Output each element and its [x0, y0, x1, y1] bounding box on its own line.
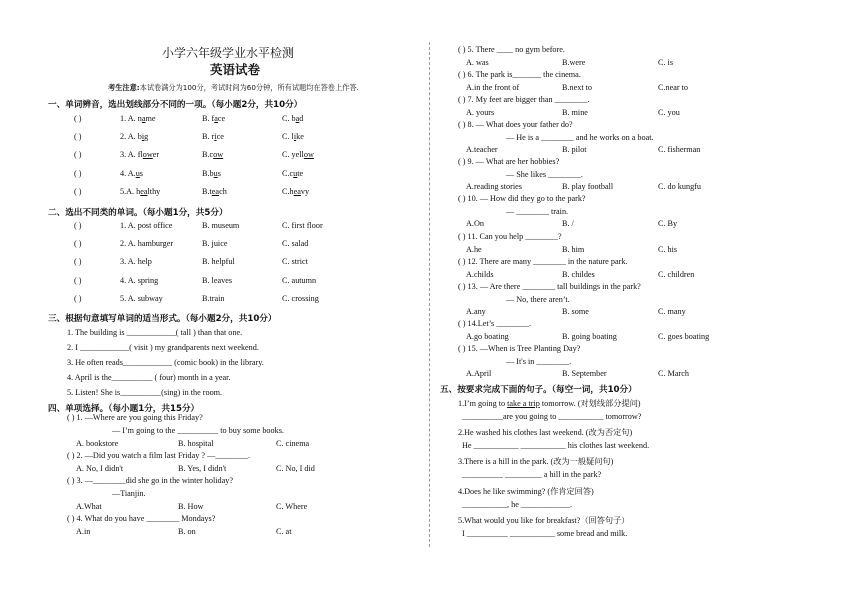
- option-b: B. mine: [562, 107, 588, 117]
- option-b: B. on: [178, 527, 196, 536]
- option-a: A. No, I didn't: [76, 464, 124, 473]
- option-a: A.reading stories: [466, 182, 522, 191]
- question-line-2: — She likes ________.: [506, 169, 583, 179]
- option-text: b: [137, 132, 142, 142]
- option-text: B. f: [202, 114, 215, 123]
- option-text: B.b: [202, 168, 214, 178]
- question-number: 4. A.: [120, 168, 136, 178]
- answer-line[interactable]: I __________ ___________ some bread and milk.: [462, 528, 628, 538]
- option-b: B. juice: [202, 239, 228, 249]
- underlined-phrase: take a trip: [507, 399, 540, 408]
- exam-title: 小学六年级学业水平检测: [162, 46, 295, 60]
- option-b: [202, 150, 223, 159]
- option-a: [120, 169, 143, 178]
- question-stem[interactable]: ( ) 3. —________did she go in the winter holiday?: [67, 476, 233, 485]
- section-1-heading: 一、单词辨音，选出划线部分不同的一项。（每小题2分，共10分）: [48, 100, 303, 110]
- option-b: B. museum: [202, 221, 240, 230]
- option-c: C. No, I did: [276, 464, 315, 473]
- option-text: B.t: [202, 186, 212, 196]
- question-stem[interactable]: ( ) 1. —Where are you going this Friday?: [67, 413, 203, 422]
- option-b: B.were: [562, 57, 586, 67]
- option-text: s: [217, 168, 221, 178]
- option-text: te: [297, 168, 304, 178]
- option-text: ce: [217, 114, 226, 123]
- note-label: 考生注意:: [108, 83, 140, 92]
- option-a: 2. A. hamburger: [120, 239, 174, 249]
- option-c: [282, 187, 309, 196]
- option-c: C. autumn: [282, 275, 317, 285]
- option-b: B.train: [202, 293, 225, 303]
- option-a: 3. A. help: [120, 257, 152, 267]
- question-line-2: — He is a ________ and he works on a boat.: [506, 132, 654, 142]
- underlined-letters: a: [214, 114, 218, 123]
- option-b: [202, 169, 221, 178]
- answer-blank[interactable]: ( ): [74, 239, 82, 249]
- rewrite-prompt: [458, 515, 629, 526]
- question-number: 2. A.: [120, 132, 138, 142]
- option-a: A.What: [76, 502, 102, 511]
- option-c: C. his: [658, 244, 678, 254]
- question-stem[interactable]: ( ) 13. — Are there ________ tall buildings in the park?: [458, 282, 641, 291]
- underlined-letters: a: [141, 114, 146, 123]
- option-a: [120, 114, 156, 123]
- option-b: B. him: [562, 244, 585, 254]
- column-divider: [429, 42, 430, 547]
- note-text: 本试卷满分为100分，考试时间为60分钟，所有试题均在答卷上作答.: [139, 83, 359, 92]
- option-c: C. strict: [282, 257, 308, 267]
- fill-in-question[interactable]: 5. Listen! She is__________(sing) in the room.: [67, 388, 223, 397]
- option-b: [202, 114, 225, 123]
- option-b: B. pilot: [562, 145, 587, 154]
- option-a: [120, 150, 159, 159]
- fill-in-question[interactable]: 4. April is the__________ ( four) month in a year.: [67, 373, 231, 382]
- underlined-letters: u: [213, 168, 218, 178]
- option-b: B. September: [562, 369, 607, 378]
- option-text: ce: [216, 132, 224, 142]
- question-stem[interactable]: ( ) 5. There ____ no gym before.: [458, 45, 565, 54]
- answer-blank[interactable]: ( ): [74, 257, 82, 267]
- option-a: A.he: [466, 244, 482, 254]
- option-c: C. is: [658, 57, 674, 67]
- answer-blank[interactable]: ( ): [74, 186, 82, 196]
- option-a: A.April: [466, 369, 492, 378]
- question-number: 5.A.: [120, 186, 137, 196]
- underlined-letters: a: [295, 114, 300, 123]
- option-a: A. was: [466, 57, 489, 67]
- option-text: n: [137, 114, 142, 123]
- answer-blank[interactable]: ( ): [74, 150, 82, 160]
- exam-note: [108, 83, 359, 93]
- prompt-text: 5.What would you like for breakfast?（回答句子）: [458, 515, 630, 525]
- option-b: B.next to: [562, 82, 593, 92]
- option-text: lthy: [147, 186, 161, 196]
- option-b: B. /: [562, 219, 574, 228]
- underlined-letters: u: [293, 168, 298, 178]
- option-text: C. b: [282, 114, 296, 123]
- section-5-heading: 五、按要求完成下面的句子。（每空一词，共10分）: [440, 385, 637, 395]
- underlined-letters: i: [293, 132, 297, 142]
- option-text: vy: [300, 186, 310, 196]
- rewrite-prompt: [458, 486, 594, 497]
- option-a: A. bookstore: [76, 439, 119, 448]
- answer-line[interactable]: ___________, he ____________.: [462, 499, 573, 509]
- option-text: er: [152, 150, 160, 160]
- option-a: [120, 132, 148, 141]
- option-a: A. yours: [466, 107, 495, 117]
- prompt-text: 4.Does he like swimming? (作肯定回答): [458, 486, 594, 496]
- option-c: C. Where: [276, 502, 308, 511]
- option-b: B. play football: [562, 182, 614, 191]
- option-c: C. you: [658, 107, 680, 117]
- option-a: A.any: [466, 307, 486, 316]
- option-c: C. By: [658, 219, 678, 228]
- option-a: 5. A. subway: [120, 293, 163, 303]
- answer-line[interactable]: __________are you going to ___________ tomorrow?: [462, 412, 642, 421]
- option-text: B. r: [202, 132, 215, 142]
- question-line-2: — It's in ________.: [506, 356, 572, 366]
- question-line-2: — ________ train.: [506, 206, 569, 216]
- prompt-text: 2.He washed his clothes last weekend. (改为否定句): [458, 428, 633, 438]
- option-a: 4. A. spring: [120, 275, 159, 285]
- option-c: C. do kungfu: [658, 182, 701, 191]
- exam-subtitle: 英语试卷: [210, 62, 261, 77]
- section-3-heading: 三、根据句意填写单词的适当形式。（每小题2分，共10分）: [48, 314, 277, 324]
- option-c: C.near to: [658, 82, 689, 92]
- answer-line[interactable]: __________ _________ a hill in the park?: [462, 470, 602, 480]
- option-text: C.h: [282, 186, 294, 196]
- fill-in-question[interactable]: 1. The building is ____________( tall ) than that one.: [67, 328, 243, 337]
- rewrite-prompt: [458, 398, 641, 409]
- prompt-text: tomorrow. (对划线部分提问): [539, 399, 641, 408]
- option-c: [282, 169, 303, 178]
- question-line-2: — I’m going to the __________ to buy some books.: [112, 426, 284, 435]
- question-stem[interactable]: ( ) 10. — How did they go to the park?: [458, 194, 586, 203]
- option-c: C. children: [658, 269, 695, 279]
- option-c: [282, 114, 303, 123]
- option-a: A.in the front of: [466, 82, 520, 92]
- underlined-letters: i: [141, 132, 145, 142]
- option-text: h: [136, 186, 141, 196]
- option-b: B. leaves: [202, 275, 233, 285]
- answer-blank[interactable]: ( ): [74, 293, 82, 303]
- option-b: [202, 132, 224, 141]
- option-text: fl: [137, 150, 143, 160]
- underlined-letters: ow: [213, 150, 224, 160]
- answer-blank[interactable]: ( ): [74, 132, 82, 142]
- question-stem[interactable]: ( ) 7. My feet are bigger than ________.: [458, 95, 590, 104]
- option-text: B.c: [202, 150, 214, 160]
- option-text: C. l: [282, 132, 294, 142]
- answer-blank[interactable]: ( ): [74, 168, 82, 178]
- option-a: A.in: [76, 527, 91, 536]
- option-c: C. crossing: [282, 293, 319, 303]
- question-line-2: — No, there aren’t.: [506, 294, 570, 304]
- prompt-text: 1.I’m going to: [458, 399, 508, 408]
- underlined-letters: i: [214, 132, 217, 142]
- question-stem[interactable]: ( ) 12. There are many ________ in the nature park.: [458, 257, 628, 266]
- answer-line[interactable]: He ___________ ___________ his clothes last weekend.: [462, 441, 650, 451]
- option-c: C. March: [658, 369, 689, 378]
- option-b: B. helpful: [202, 257, 235, 267]
- option-a: 1. A. post office: [120, 221, 173, 230]
- question-stem[interactable]: ( ) 6. The park is_______ the cinema.: [458, 70, 581, 79]
- option-b: B. hospital: [178, 439, 214, 448]
- question-stem[interactable]: ( ) 4. What do you have ________ Mondays?: [67, 514, 216, 523]
- option-text: d: [299, 114, 304, 123]
- option-b: [202, 187, 227, 196]
- question-stem[interactable]: ( ) 15. —When is Tree Planting Day?: [458, 344, 581, 353]
- option-a: A.go boating: [466, 331, 509, 341]
- fill-in-question[interactable]: 3. He often reads____________ (comic book) in the library.: [67, 358, 264, 367]
- option-text: C.c: [282, 168, 294, 178]
- question-stem[interactable]: ( ) 2. —Did you watch a film last Friday ? —________.: [67, 451, 251, 460]
- option-c: C. salad: [282, 239, 309, 249]
- option-b: B. childes: [562, 269, 595, 279]
- option-a: A.teacher: [466, 145, 498, 154]
- option-c: C. first floor: [282, 221, 323, 230]
- answer-blank[interactable]: ( ): [74, 275, 82, 285]
- option-text: ke: [296, 132, 304, 142]
- answer-blank[interactable]: ( ): [74, 221, 82, 230]
- option-text: ch: [219, 186, 227, 196]
- rewrite-prompt: [458, 456, 613, 467]
- option-text: g: [144, 132, 149, 142]
- question-stem[interactable]: ( ) 14.Let’s ________.: [458, 319, 531, 328]
- option-b: B. Yes, I didn't: [178, 464, 227, 473]
- option-c: [282, 132, 304, 141]
- option-c: [282, 150, 314, 159]
- underlined-letters: ow: [142, 150, 153, 160]
- answer-blank[interactable]: ( ): [74, 114, 82, 123]
- option-text: s: [139, 168, 143, 178]
- question-stem[interactable]: ( ) 11. Can you help ________?: [458, 232, 562, 241]
- prompt-text: 3.There is a hill in the park. (改为一般疑问句): [458, 457, 614, 467]
- section-4-heading: 四、单项选择。（每小题1分，共15分）: [48, 404, 200, 414]
- option-a: A.On: [466, 219, 484, 228]
- option-c: C. cinema: [276, 439, 310, 448]
- option-c: C. fisherman: [658, 145, 701, 154]
- section-2-heading: 二、选出不同类的单词。（每小题1分，共5分）: [48, 208, 228, 218]
- question-line-2: —Tianjin.: [112, 489, 146, 498]
- fill-in-question[interactable]: 2. I ____________( visit ) my grandparents next weekend.: [67, 343, 259, 352]
- question-number: 1. A.: [120, 114, 138, 123]
- option-c: C. many: [658, 307, 686, 316]
- option-a: [120, 187, 160, 196]
- option-a: A.childs: [466, 269, 494, 279]
- underlined-letters: u: [135, 168, 140, 178]
- underlined-letters: ea: [211, 186, 220, 196]
- option-b: B. some: [562, 307, 589, 316]
- underlined-letters: ea: [293, 186, 301, 196]
- option-b: B. going boating: [562, 331, 617, 341]
- question-stem[interactable]: ( ) 9. — What are her hobbies?: [458, 157, 560, 166]
- option-c: C. at: [276, 527, 292, 536]
- option-text: C. yell: [282, 150, 304, 160]
- underlined-letters: ea: [140, 186, 148, 196]
- option-c: C. goes boating: [658, 331, 710, 341]
- underlined-letters: ow: [303, 150, 314, 160]
- question-stem[interactable]: ( ) 8. — What does your father do?: [458, 120, 573, 129]
- option-b: B. How: [178, 502, 204, 511]
- question-number: 3. A.: [120, 150, 138, 160]
- option-text: me: [145, 114, 156, 123]
- rewrite-prompt: [458, 427, 632, 438]
